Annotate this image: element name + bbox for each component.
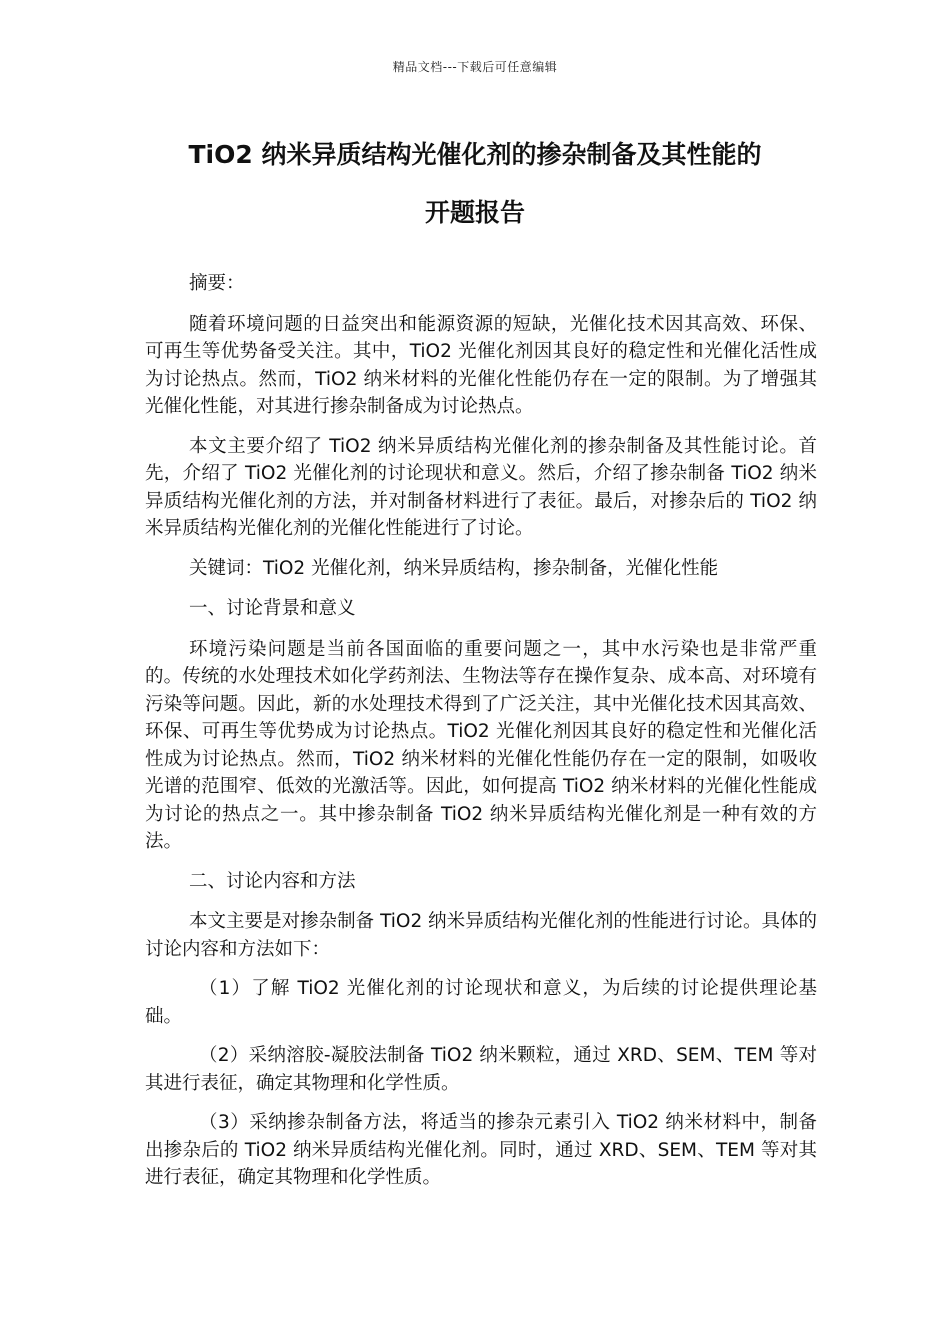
list-item-3: （3）采纳掺杂制备方法，将适当的掺杂元素引入 TiO2 纳米材料中，制备出掺杂后的 TiO2 纳米异质结构光催化剂。同时，通过 XRD、SEM、TEM 等对其进行表征，确定其物理和化学性质。	[145, 1112, 817, 1188]
keywords: 关键词：TiO2 光催化剂，纳米异质结构，掺杂制备，光催化性能	[189, 557, 719, 579]
header-note: 精品文档---下载后可任意编辑	[392, 60, 558, 74]
document-title-line-1: TiO2 纳米异质结构光催化剂的掺杂制备及其性能的	[188, 140, 762, 169]
list-item-1: （1）了解 TiO2 光催化剂的讨论现状和意义，为后续的讨论提供理论基础。	[145, 978, 817, 1027]
abstract-label: 摘要：	[189, 273, 245, 294]
section-2-paragraph: 本文主要是对掺杂制备 TiO2 纳米异质结构光催化剂的性能进行讨论。具体的讨论内容和方法如下：	[145, 911, 817, 960]
document-body	[145, 270, 817, 1204]
section-1-paragraph: 环境污染问题是当前各国面临的重要问题之一，其中水污染也是非常严重的。传统的水处理技术如化学药剂法、生物法等存在操作复杂、成本高、对环境有污染等问题。因此，新的水处理技术得到了广泛关注，其中光催化技术因其高效、环保、可再生等优势成为讨论热点。TiO2 光催化剂因其良好的稳定性和光催化活性成为讨论热点。然而，TiO2 纳米材料的光催化性能仍存在一定的限制，如吸收光谱的范围窄、低效的光激活等。因此，如何提高 TiO2 纳米材料的光催化性能成为讨论的热点之一。其中掺杂制备 TiO2 纳米异质结构光催化剂是一种有效的方法。	[145, 638, 817, 852]
section-1-heading: 一、讨论背景和意义	[189, 598, 356, 619]
section-2-heading: 二、讨论内容和方法	[189, 870, 356, 892]
document-title-line-2: 开题报告	[424, 198, 525, 227]
list-item-2: （2）采纳溶胶-凝胶法制备 TiO2 纳米颗粒，通过 XRD、SEM、TEM 等对其进行表征，确定其物理和化学性质。	[145, 1045, 817, 1094]
abstract-paragraph-2: 本文主要介绍了 TiO2 纳米异质结构光催化剂的掺杂制备及其性能讨论。首先，介绍了 TiO2 光催化剂的讨论现状和意义。然后，介绍了掺杂制备 TiO2 纳米异质结构光催化剂的方法，并对制备材料进行了表征。最后，对掺杂后的 TiO2 纳米异质结构光催化剂的光催化性能进行了讨论。	[145, 435, 817, 539]
abstract-paragraph-1: 随着环境问题的日益突出和能源资源的短缺，光催化技术因其高效、环保、可再生等优势备受关注。其中，TiO2 光催化剂因其良好的稳定性和光催化活性成为讨论热点。然而，TiO2 纳米材料的光催化性能仍存在一定的限制。为了增强其光催化性能，对其进行掺杂制备成为讨论热点。	[145, 313, 817, 417]
